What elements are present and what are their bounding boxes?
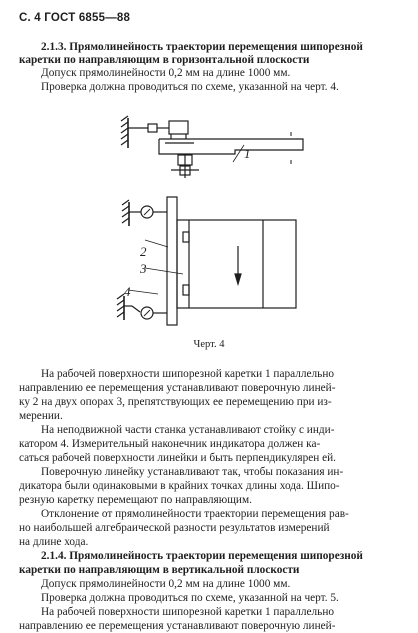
para-c-line-3: резную каретку перемещают по направляющим.	[19, 494, 252, 506]
section-2-1-4-para-line-2: направлению ее перемещения устанавливают поверочную линей-	[19, 620, 336, 632]
check-scheme-line: Проверка должна проводиться по схеме, указанной на черт. 4.	[41, 81, 339, 93]
para-a-line-1: На рабочей поверхности шипорезной каретки 1 параллельно	[41, 368, 335, 380]
figure-caption: Черт. 4	[193, 339, 225, 350]
tolerance-line-2: Допуск прямолинейности 0,2 мм на длине 1000 мм.	[41, 578, 291, 590]
para-d-line-1: Отклонение от прямолинейности траектории перемещения рав-	[41, 508, 349, 520]
figure-label-4: 4	[124, 284, 131, 299]
para-c-line-1: Поверочную линейку устанавливают так, чтобы показания ин-	[41, 466, 344, 478]
para-c-line-2: дикатора были одинаковыми в крайних точках длины хода. Шипо-	[19, 480, 340, 492]
para-d-line-3: на длине хода.	[19, 536, 89, 548]
para-a-line-3: ку 2 на двух опорах 3, препятствующих ее перемещению при из-	[19, 396, 332, 408]
page-header: С. 4 ГОСТ 6855—88	[19, 12, 131, 24]
section-2-1-3-title-cont: каретки по направляющим в горизонтальной плоскости	[19, 54, 310, 66]
para-a-line-2: направлению ее перемещения устанавливают поверочную линей-	[19, 382, 336, 394]
para-b-line-1: На неподвижной части станка устанавливают стойку с инди-	[41, 424, 335, 436]
para-a-line-4: мерении.	[19, 410, 63, 422]
tolerance-line: Допуск прямолинейности 0,2 мм на длине 1000 мм.	[41, 67, 291, 79]
section-2-1-3-title: 2.1.3. Прямолинейность траектории перемещения шипорезной	[41, 41, 363, 53]
figure-label-3: 3	[140, 261, 147, 276]
check-scheme-line-2: Проверка должна проводиться по схеме, указанной на черт. 5.	[41, 592, 339, 604]
para-b-line-2: катором 4. Измерительный наконечник индикатора должен ка-	[19, 438, 321, 450]
figure-label-2: 2	[140, 244, 147, 259]
section-2-1-4-para-line-1: На рабочей поверхности шипорезной каретки 1 параллельно	[41, 606, 335, 618]
para-b-line-3: саться рабочей поверхности линейки и быть перпендикулярен ей.	[19, 452, 337, 464]
para-d-line-2: но наибольшей алгебраической разности результатов измерений	[19, 522, 330, 534]
section-2-1-4-title: 2.1.4. Прямолинейность траектории перемещения шипорезной	[41, 550, 363, 562]
section-2-1-4-title-cont: каретки по направляющим в вертикальной плоскости	[19, 564, 300, 576]
figure-label-1: 1	[244, 146, 251, 161]
